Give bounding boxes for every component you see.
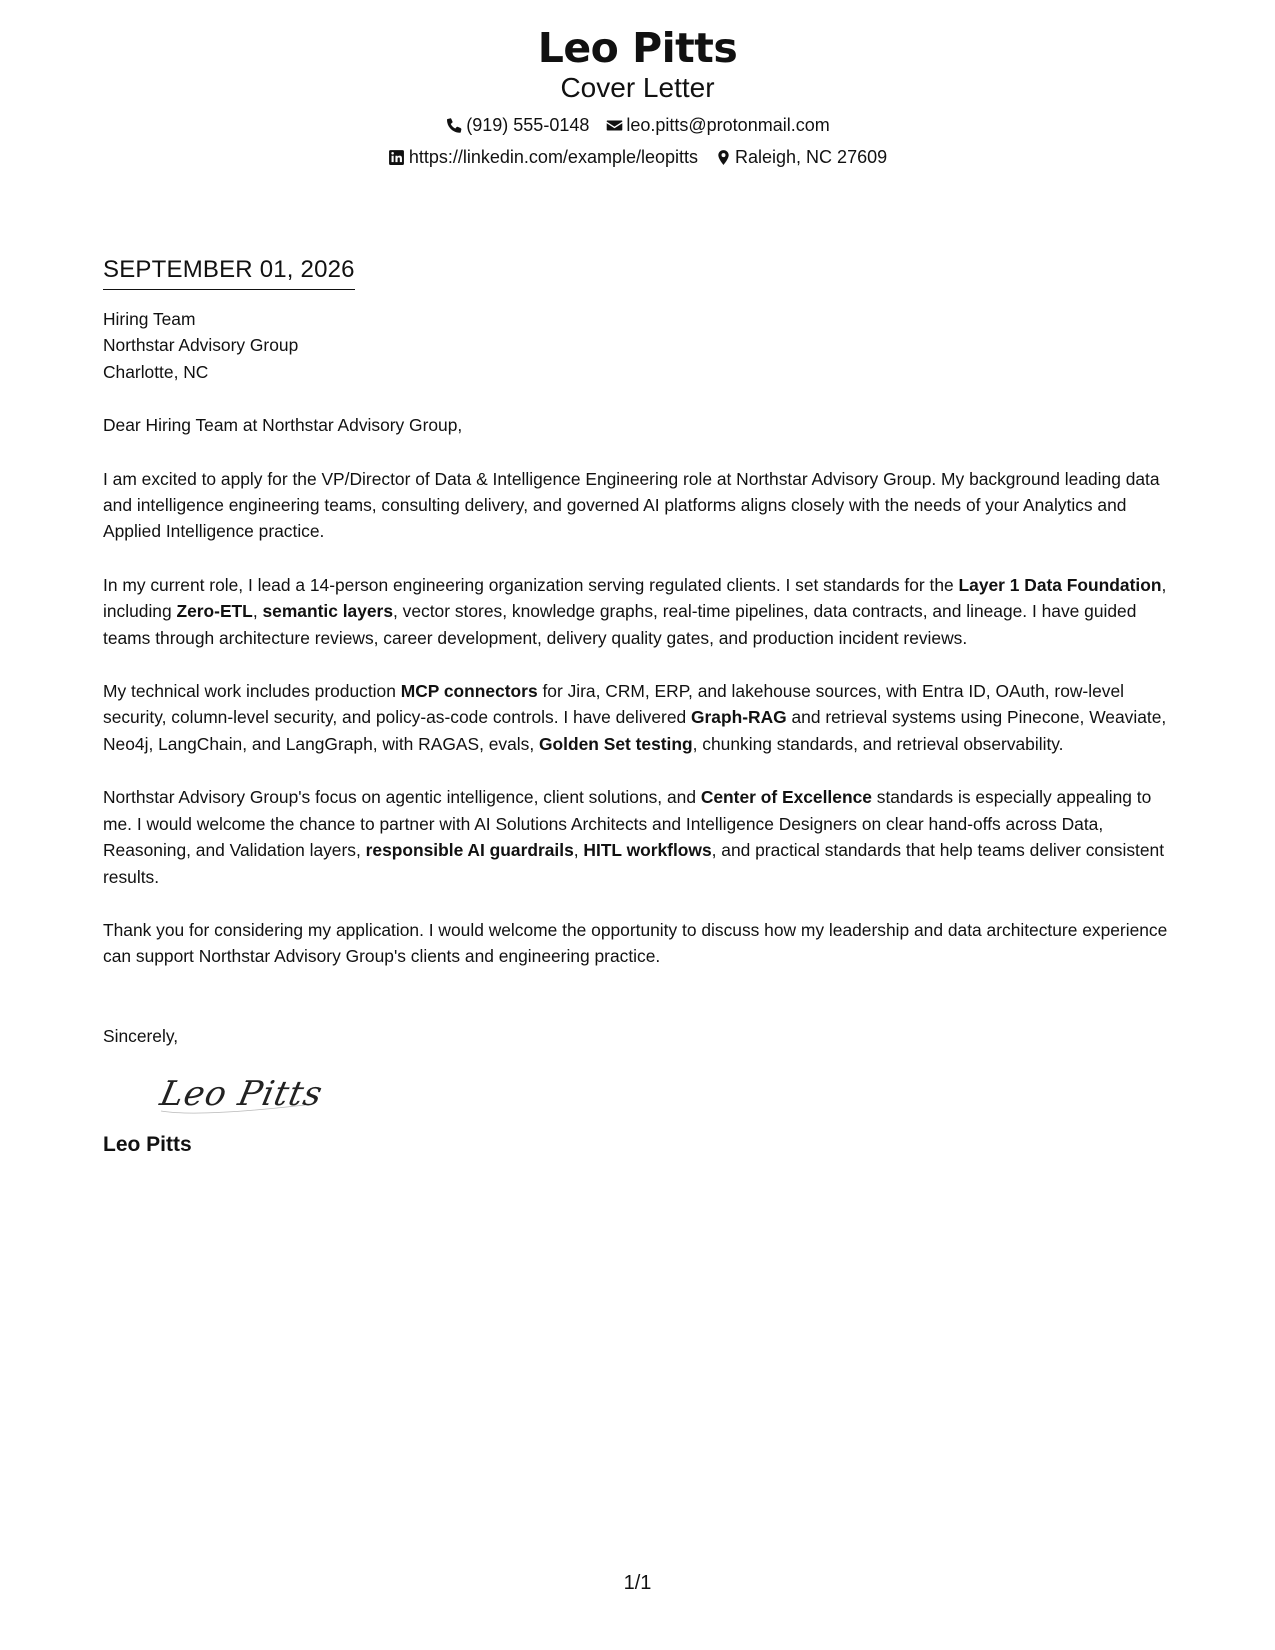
paragraph-current-role (103, 572, 1173, 651)
location-text: Raleigh, NC 27609 (735, 147, 888, 167)
contact-row-primary (0, 114, 1275, 136)
text-run: , and practical standards that help teams deliver consistent results. (103, 840, 1165, 887)
bold-term: HITL workflows (583, 840, 712, 861)
phone-icon (445, 116, 463, 134)
letter-header (0, 22, 1275, 168)
text-run: , (252, 601, 263, 622)
text-run: In my current role, I lead a 14-person engineering organization serving regulated clients. I set standards for the (103, 574, 959, 595)
text-run: My technical work includes production (103, 681, 401, 702)
closing-phrase: Sincerely, (103, 1025, 179, 1046)
map-pin-icon (714, 148, 732, 166)
bold-term: MCP connectors (400, 681, 538, 702)
page-number: 1/1 (623, 1572, 652, 1594)
text-run: , (573, 840, 584, 861)
linkedin-link[interactable]: https://linkedin.com/example/leopitts (408, 147, 699, 167)
text-run: Northstar Advisory Group's focus on agentic intelligence, client solutions, and (103, 787, 701, 808)
bold-term: Golden Set testing (539, 733, 693, 754)
text-run: and retrieval systems using Pinecone, Weaviate, Neo4j, LangChain, and LangGraph, with RAGAS, evals, (103, 707, 1167, 754)
bold-term: Graph-RAG (691, 707, 787, 728)
text-run: for Jira, CRM, ERP, and lakehouse sources, with Entra ID, OAuth, row-level security, column-level security, and policy-as-code controls. I have delivered (103, 681, 1124, 728)
document-subtitle: Cover Letter (560, 72, 715, 103)
bold-term: Zero-ETL (176, 601, 253, 622)
recipient-line: Northstar Advisory Group (103, 335, 299, 356)
salutation: Dear Hiring Team at Northstar Advisory Group, (103, 415, 463, 436)
contact-location (714, 146, 887, 168)
linkedin-icon (388, 148, 406, 166)
recipient-line: Charlotte, NC (103, 361, 209, 382)
contact-row-secondary (0, 146, 1275, 168)
text-run: , vector stores, knowledge graphs, real-time pipelines, data contracts, and lineage. I have guided teams through architecture reviews, career development, delivery quality gates, and production incident reviews. (103, 601, 1137, 648)
letter-body (103, 255, 1173, 1159)
recipient-line: Hiring Team (103, 309, 196, 329)
paragraph-intro: I am excited to apply for the VP/Director of Data & Intelligence Engineering role at Northstar Advisory Group. My background leading data and intelligence engineering teams, consulting delivery, and governed AI platforms aligns closely with the needs of your Analytics and Applied Intelligence practice. (103, 468, 1160, 542)
contact-email[interactable] (605, 114, 829, 136)
bold-term: Center of Excellence (700, 787, 872, 808)
text-run: , including (103, 574, 1167, 622)
signer-name: Leo Pitts (103, 1133, 192, 1157)
bold-term: responsible AI guardrails (365, 840, 574, 861)
contact-linkedin[interactable] (388, 146, 698, 168)
handwritten-signature (155, 1065, 1173, 1125)
letter-date: SEPTEMBER 01, 2026 (103, 255, 355, 290)
recipient-block (103, 306, 1173, 385)
text-run: standards is especially appealing to me. I would welcome the chance to partner with AI Solutions Architects and Intelligence Designers on clear hand-offs across Data, Reasoning, and Validation layers, (103, 787, 1152, 861)
paragraph-closing: Thank you for considering my application. I would welcome the opportunity to discuss how my leadership and data architecture experience can support Northstar Advisory Group's clients and engineering practice. (103, 919, 1168, 967)
envelope-icon (605, 116, 623, 134)
bold-term: Layer 1 Data Foundation (958, 574, 1162, 595)
text-run: , chunking standards, and retrieval observability. (692, 733, 1064, 754)
contact-phone (445, 114, 589, 136)
email-link[interactable]: leo.pitts@protonmail.com (626, 115, 830, 135)
signature-glyphs: Leo Pitts (156, 1074, 325, 1115)
phone-text: (919) 555-0148 (466, 115, 590, 135)
paragraph-company-focus (103, 784, 1173, 890)
bold-term: semantic layers (262, 601, 393, 622)
paragraph-technical-work (103, 678, 1173, 757)
author-name: Leo Pitts (537, 24, 738, 72)
